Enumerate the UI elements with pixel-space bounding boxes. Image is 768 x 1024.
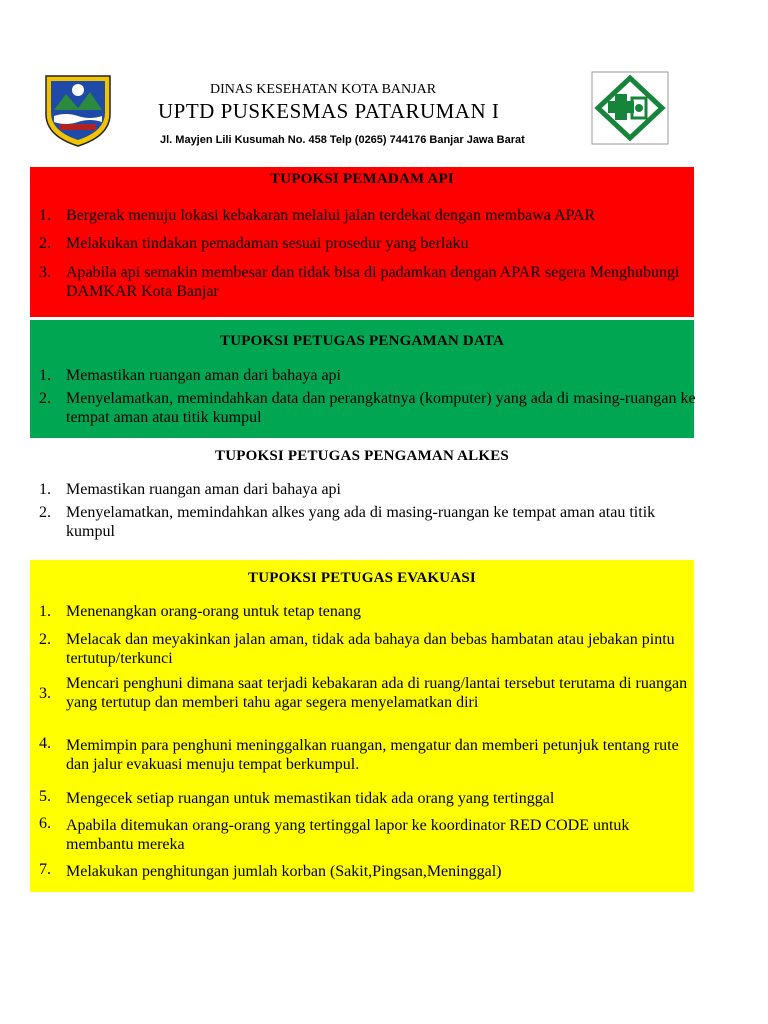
page-title: UPTD PUSKESMAS PATARUMAN I — [158, 99, 500, 123]
section-title: TUPOKSI PEMADAM API — [270, 171, 454, 187]
section-title: TUPOKSI PETUGAS EVAKUASI — [248, 570, 476, 586]
section-evakuasi: TUPOKSI PETUGAS EVAKUASI 1. Menenangkan orang-orang untuk tetap tenang 2. Melacak dan meyakinkan jalan aman, tidak ada bahaya dan bebas hambatan atau jebakan pintu tertutup/terkunci 3. Mencari penghuni dimana saat terjadi kebakaran ada di ruang/lantai tersebut terutama di ruangan yang tertutup dan memberi tahu agar segera menyelamatkan diri 4. Memimpin para penghuni meninggalkan ruangan, mengatur dan memberi petunjuk tentang rute dan jalur evakuasi menuju tempat berkumpul. 5. Mengecek setiap ruangan untuk memastikan tidak ada orang yang tertinggal 6. Apabila ditemukan orang-orang yang tertinggal lapor ke koordinator RED CODE untuk membantu mereka 7. Melakukan penghitungan jumlah korban (Sakit,Pingsan,Meninggal) — [30, 560, 694, 892]
address-line: Jl. Mayjen Lili Kusumah No. 458 Telp (0265) 744176 Banjar Jawa Barat — [160, 134, 525, 146]
section-title: TUPOKSI PETUGAS PENGAMAN DATA — [219, 333, 504, 349]
section-pengaman-alkes: TUPOKSI PETUGAS PENGAMAN ALKES 1. Memastikan ruangan aman dari bahaya api 2. Menyelamatkan, memindahkan alkes yang ada di masing-ruangan ke tempat aman atau titik kumpul — [30, 440, 694, 550]
section-pengaman-data: TUPOKSI PETUGAS PENGAMAN DATA 1. Memastikan ruangan aman dari bahaya api 2. Menyelamatkan, memindahkan data dan perangkatnya (komputer) yang ada di masing-ruangan ke tempat aman atau titik kumpul — [30, 320, 694, 438]
list-item: 1. Bergerak menuju lokasi kebakaran melalui jalan terdekat dengan membawa APAR — [39, 207, 596, 224]
puskesmas-cross-icon — [590, 70, 670, 146]
section-pemadam-api: TUPOKSI PEMADAM API 1. Bergerak menuju lokasi kebakaran melalui jalan terdekat dengan membawa APAR 2. Melakukan tindakan pemadaman sesuai prosedur yang berlaku 3. Apabila api semakin membesar dan tidak bisa di padamkan dengan APAR segera Menghubungi DAMKAR Kota Banjar — [30, 167, 694, 317]
department-name: DINAS KESEHATAN KOTA BANJAR — [210, 82, 437, 97]
banjar-city-emblem-icon — [38, 70, 118, 150]
section-title: TUPOKSI PETUGAS PENGAMAN ALKES — [215, 448, 509, 464]
